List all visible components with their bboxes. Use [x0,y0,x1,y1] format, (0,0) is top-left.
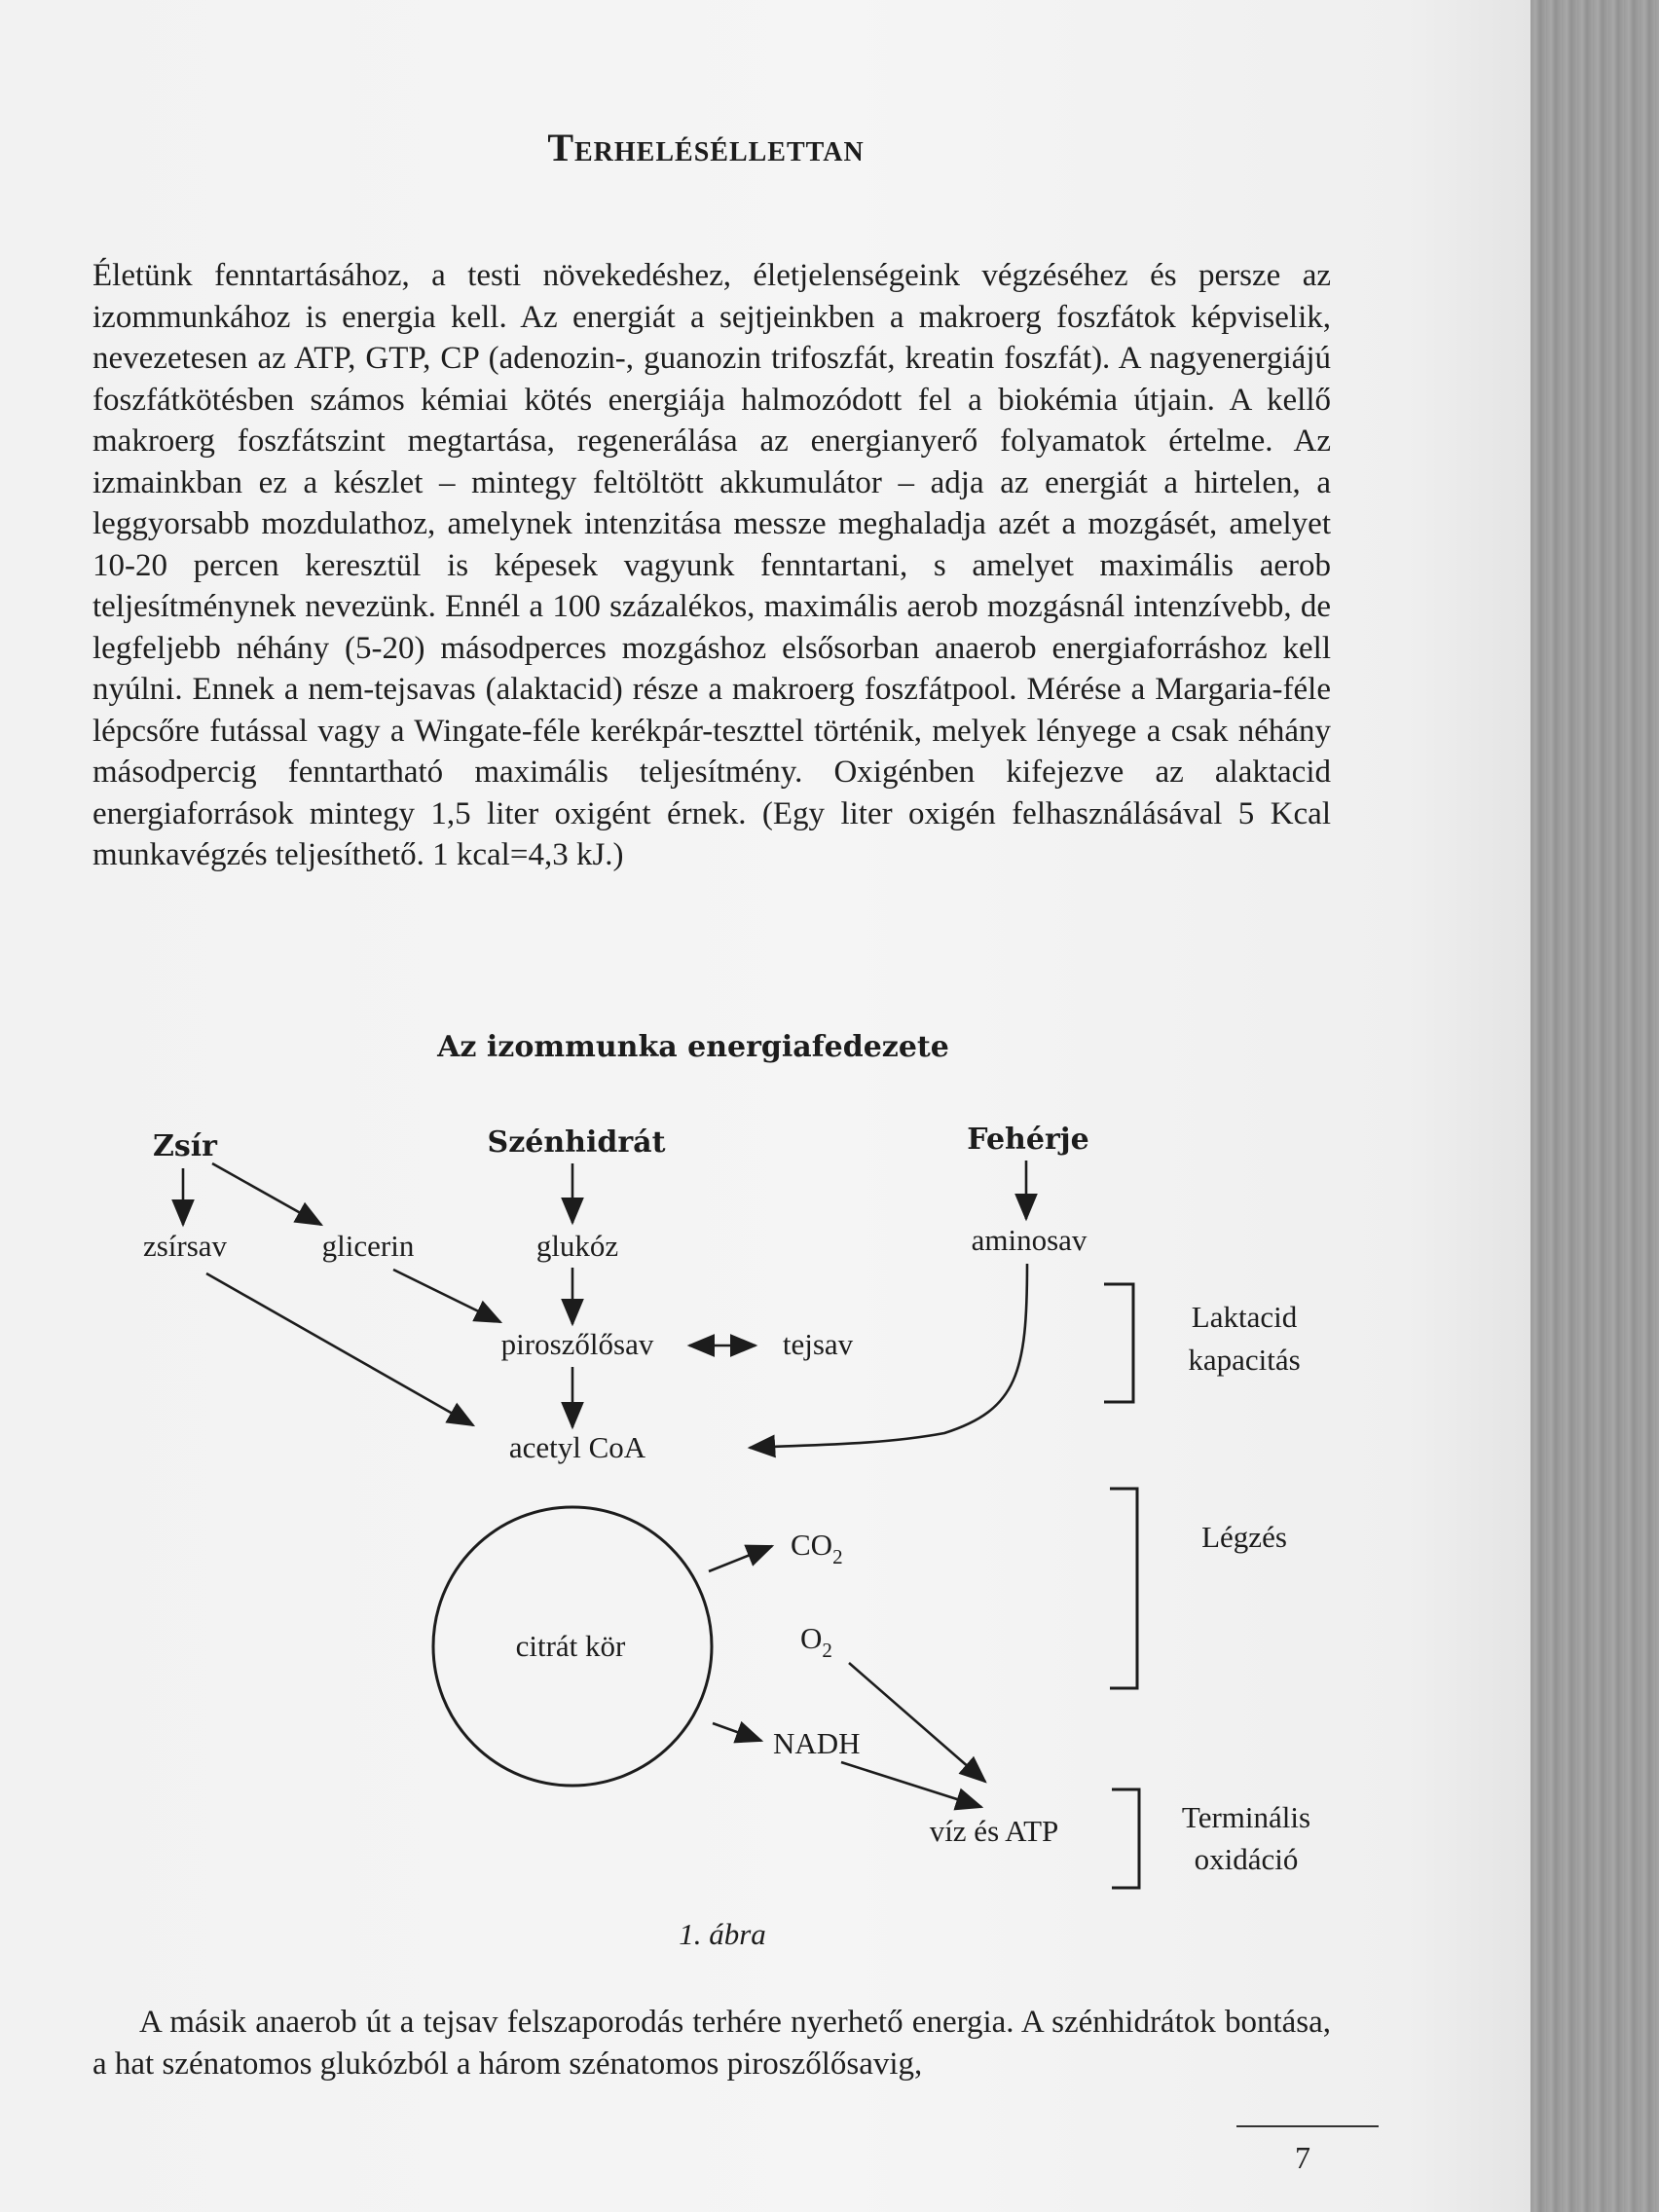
node-lactate: tejsav [782,1327,854,1361]
footer-rule [1236,2125,1379,2127]
diagram-brackets [1104,1284,1139,1888]
label-lactacid: Laktacid [1191,1300,1298,1334]
node-o2: $O_2$ [800,1621,832,1662]
diagram-title: Az izommunka energiafedezete [437,1030,949,1064]
body-paragraph-2: A másik anaerob út a tejsav felszaporodás terhére nyerhető energia. A szénhidrátok bontása, a hat szénatomos glukózból a három szénatomos piroszőlősavig, [92,2005,1331,2082]
node-citrate-cycle: citrát kör [515,1629,626,1663]
node-pyruvate: piroszőlősav [500,1327,654,1361]
page-edge-background [1530,0,1659,2212]
arrow-cycle-nadh [713,1723,761,1741]
source-protein: Fehérje [967,1123,1089,1157]
label-capacity: kapacitás [1188,1343,1301,1377]
bracket-lactacid [1104,1284,1133,1402]
label-terminal: Terminális [1181,1800,1311,1834]
source-carbohydrate: Szénhidrát [487,1125,666,1160]
source-fat: Zsír [153,1129,217,1163]
arrow-nadh-water [841,1762,981,1807]
energy-diagram [0,1013,1530,1967]
body-paragraph-1: Életünk fenntartásához, a testi növekedéshez, életjelenségeink végzéséhez és persze az izommunkához is energia kell. Az energiát a sejtjeinkben a makroerg foszfátok képviselik, nevezetesen az ATP, GTP, CP (adenozin-, guanozin trifoszfát, kreatin foszfát). A nagyenergiájú foszfátkötésben számos kémiai kötés energiája halmozódott fel a biokémia útjain. A kellő makroerg foszfátszint megtartása, regenerálása az energianyerő folyamatok értelme. Az izmainkban ez a készlet – mintegy feltöltött akkumulátor – adja az energiát a hirtelen, a leggyorsabb mozdulathoz, amelynek intenzitása messze meghaladja azét a mozgásét, amelyet 10-20 percen keresztül is képesek vagyunk fenntartani, s amelyet maximális aerob teljesítménynek nevezünk. Ennél a 100 százalékos, maximális aerob mozgásnál intenzívebb, de legfeljebb néhány (5-20) másodperces mozgáshoz elsősorban anaerob energiaforráshoz kell nyúlni. Ennek a nem-tejsavas (alaktacid) része a makroerg foszfátpool. Mérése a Margaria-féle lépcsőre futással vagy a Wingate-féle kerékpár-teszttel történik, melyek lényege a csak néhány másodpercig fenntartható maximális teljesítmény. Oxigénben kifejezve az alaktacid energiaforrások mintegy 1,5 liter oxigént érnek. (Egy liter oxigén felhasználásával 5 Kcal munkavégzés teljesíthető. 1 kcal=4,3 kJ.) [92,258,1331,872]
arrow-cycle-co2 [709,1546,772,1571]
bracket-respiration [1110,1489,1137,1688]
node-water-atp: víz és ATP [929,1814,1059,1848]
node-acetyl-coa: acetyl CoA [508,1430,646,1464]
node-glucose: glukóz [535,1229,619,1263]
page-number: 7 [1295,2140,1310,2175]
node-fatty-acid: zsírsav [142,1229,228,1263]
chapter-title: Terheléséllettan [547,126,865,169]
bracket-terminal [1112,1789,1139,1888]
node-co2: $CO_2$ [791,1528,843,1568]
node-nadh: NADH [773,1726,861,1760]
node-glycerol: glicerin [321,1229,415,1263]
arrow-fat-glycerol [212,1163,321,1225]
label-respiration: Légzés [1201,1520,1287,1554]
figure-caption: 1. ábra [679,1917,766,1951]
arrow-o2-water [849,1663,985,1782]
arrow-fattyacid-acetyl [206,1273,473,1425]
label-oxidation: oxidáció [1194,1842,1299,1876]
node-amino-acid: aminosav [971,1223,1088,1257]
arrow-glycerol-pyruvate [393,1270,500,1322]
